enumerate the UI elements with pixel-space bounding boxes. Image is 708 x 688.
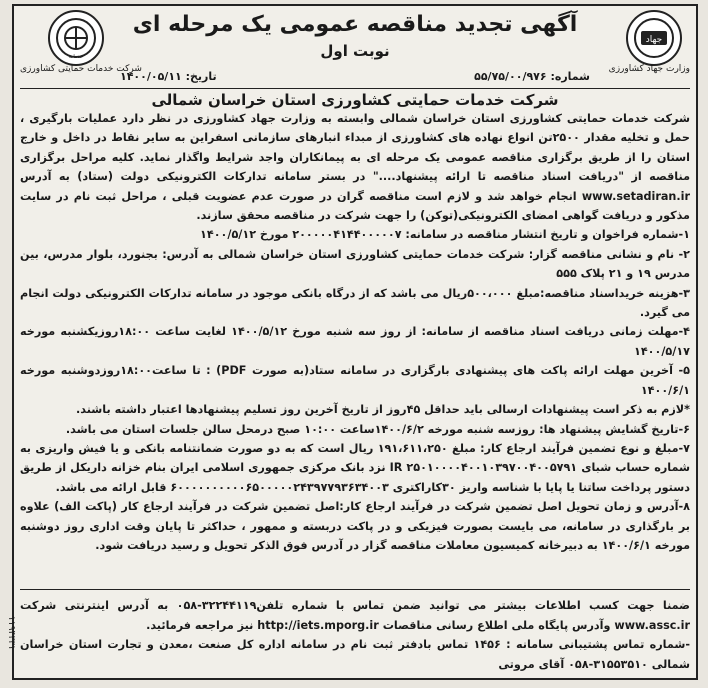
contact-paragraph: [20, 596, 690, 635]
svg-text:جهاد: جهاد: [645, 35, 663, 45]
notice-round: نوبت اول: [320, 42, 390, 60]
contact-text-3: نیز مراجعه فرمائید.: [146, 618, 254, 632]
iets-url: http://iets.mporg.ir: [257, 618, 379, 632]
intro-paragraph: [20, 109, 690, 225]
item-5: ۵- آخرین مهلت ارائه پاکت های پیشنهادی بارگزاری در سامانه ستاد(به صورت PDF) : تا ساعت۱۸:۰۰روزدوشنبه مورخه ۱۴۰۰/۶/۱: [20, 364, 690, 397]
company-caption: شرکت خدمات حمایتی کشاورزی: [20, 64, 142, 74]
item-3: ۳-هزینه خریداسناد مناقصه:مبلغ ۵۰۰،۰۰۰ریال می باشد که از درگاه بانکی موجود در سامانه تدارکات الکترونیکی دولت انجام می گیرد.: [20, 286, 690, 320]
notice-title: آگهی تجدید مناقصه عمومی یک مرحله ای: [132, 12, 578, 37]
tender-notice: [6, 4, 698, 680]
support-line: -شماره تماس پشتیبانی سامانه : ۱۴۵۶ تماس بادفتر ثبت نام در سامانه اداره کل صنعت ،معدن و تجارت استان خراسان شمالی ۳۱۵۵۳۵۱۰-۰۵۸ آقای مروتی: [20, 638, 690, 671]
company-name: شرکت خدمات حمایتی کشاورزی استان خراسان شمالی: [20, 88, 690, 109]
notice-number: شماره: ۵۵/۷۵/۰۰/۹۷۶: [474, 70, 590, 83]
ministry-caption: وزارت جهاد کشاورزی: [608, 64, 690, 74]
contact-text: ضمنا جهت کسب اطلاعات بیشتر می توانید ضمن تماس با شماره تلفن۳۲۲۴۴۱۱۹-۰۵۸ به آدرس اینترنتی شرکت: [20, 599, 690, 613]
contact-text-2: وآدرس پایگاه ملی اطلاع رسانی مناقصات: [382, 618, 611, 632]
validity-note: *لازم به ذکر است پیشنهادات ارسالی باید حداقل ۴۵روز از تاریخ آخرین روز تسلیم پیشنهادها اعتبار داشته باشند.: [76, 403, 690, 417]
setad-url: www.setadiran.ir: [581, 189, 690, 203]
svg-text:خدمات: خدمات: [68, 54, 84, 60]
intro-text: شرکت خدمات حمایتی کشاورزی استان خراسان شمالی وابسته به وزارت جهاد کشاورزی در نظر دارد عملیات بارگیری ، حمل و تخلیه مقدار ۲۵۰۰تن انواع نهاده های کشاورزی از مبداء انبارهای سازمانی اسفراین به سایر نقاط در داخل و خارج استان را از طریق برگزاری مناقصه عمومی یک مرحله ای به پیمانکاران واجد شرایط واگذار نماید. کلیه مراحل برگزاری مناقصه از "دریافت اسناد مناقصه تا ارائه پیشنهاد...." در بستر سامانه تدارکات الکترونیکی دولت (ستاد) به آدرس: [20, 112, 690, 184]
item-2: ۲- نام و نشانی مناقصه گزار: شرکت خدمات حمایتی کشاورزی استان خراسان شمالی به آدرس: بجنورد، بلوار مدرس، بین مدرس ۱۹ و ۲۱ پلاک ۵۵۵: [20, 247, 690, 281]
intro-continued: انجام خواهد شد و لازم است مناقصه گران در صورت عدم عضویت قبلی ، مراحل ثبت نام در سایت مذکور و دریافت گواهی امضای الکترونیکی(توکن) را جهت شرکت در مناقصه محقق سازند.: [20, 189, 690, 223]
item-4: ۴-مهلت زمانی دریافت اسناد مناقصه از سامانه: از روز سه شنبه مورخ ۱۴۰۰/۵/۱۲ لغایت ساعت ۱۸:۰۰روزیکشنبه مورخه ۱۴۰۰/۵/۱۷: [20, 325, 691, 358]
item-8: ۸-آدرس و زمان تحویل اصل تضمین شرکت در فرآیند ارجاع کار:اصل تضمین شرکت در فرآیند ارجاع کار (پاکت الف) علاوه بر بارگذاری در سامانه، می بایست بصورت فیزیکی و در پاکت دربسته و ممهور ، حداکثر تا پایان وقت اداری روز دوشنبه مورخه ۱۴۰۰/۶/۱ به دبیرخانه کمیسیون معاملات مناقصه گزار در آدرس فوق الذکر تحویل و رسید دریافت شود.: [20, 500, 690, 552]
item-1: ۱-شماره فراخوان و تاریخ انتشار مناقصه در سامانه: ۲۰۰۰۰۰۴۱۴۴۰۰۰۰۰۷ مورخ ۱۴۰۰/۵/۱۲: [200, 228, 690, 242]
side-number: ۱۱۹۴۳۳۱: [6, 616, 16, 650]
notice-header: [20, 6, 690, 84]
notice-body: [20, 109, 690, 555]
item-6: ۶-تاریخ گشایش پیشنهاد ها: روزسه شنبه مورخه ۱۴۰۰/۶/۲ساعت ۱۰:۰۰ صبح درمحل سالن جلسات استان می باشد.: [65, 422, 690, 436]
notice-date: تاریخ: ۱۴۰۰/۰۵/۱۱: [120, 70, 217, 83]
company-url: www.assc.ir: [614, 618, 690, 632]
item-7: ۷-مبلغ و نوع تضمین فرآیند ارجاع کار: مبلغ ۱۹۱،۶۱۱،۲۵۰ ریال است که به دو صورت ضمانتنامه بانکی و یا فیش واریزی به شماره حساب شبای IR ۲۵۰۱۰۰۰۰۴۰۰۱۰۳۹۷۰۰۴۰۰۵۷۹۱ نزد بانک مرکزی جمهوری اسلامی ایران بنام خزانه داریکل از طریق دستور پرداخت ساتنا یا پایا با شناسه واریز ۳۰کاراکتری ۶۰۰۰۰۰۰۰۰۰۰۶۵۰۰۰۰۰۲۴۳۹۷۷۹۳۶۳۴۰۰۳ قابل ارائه می باشد.: [20, 441, 691, 494]
notice-footer: [20, 589, 690, 674]
